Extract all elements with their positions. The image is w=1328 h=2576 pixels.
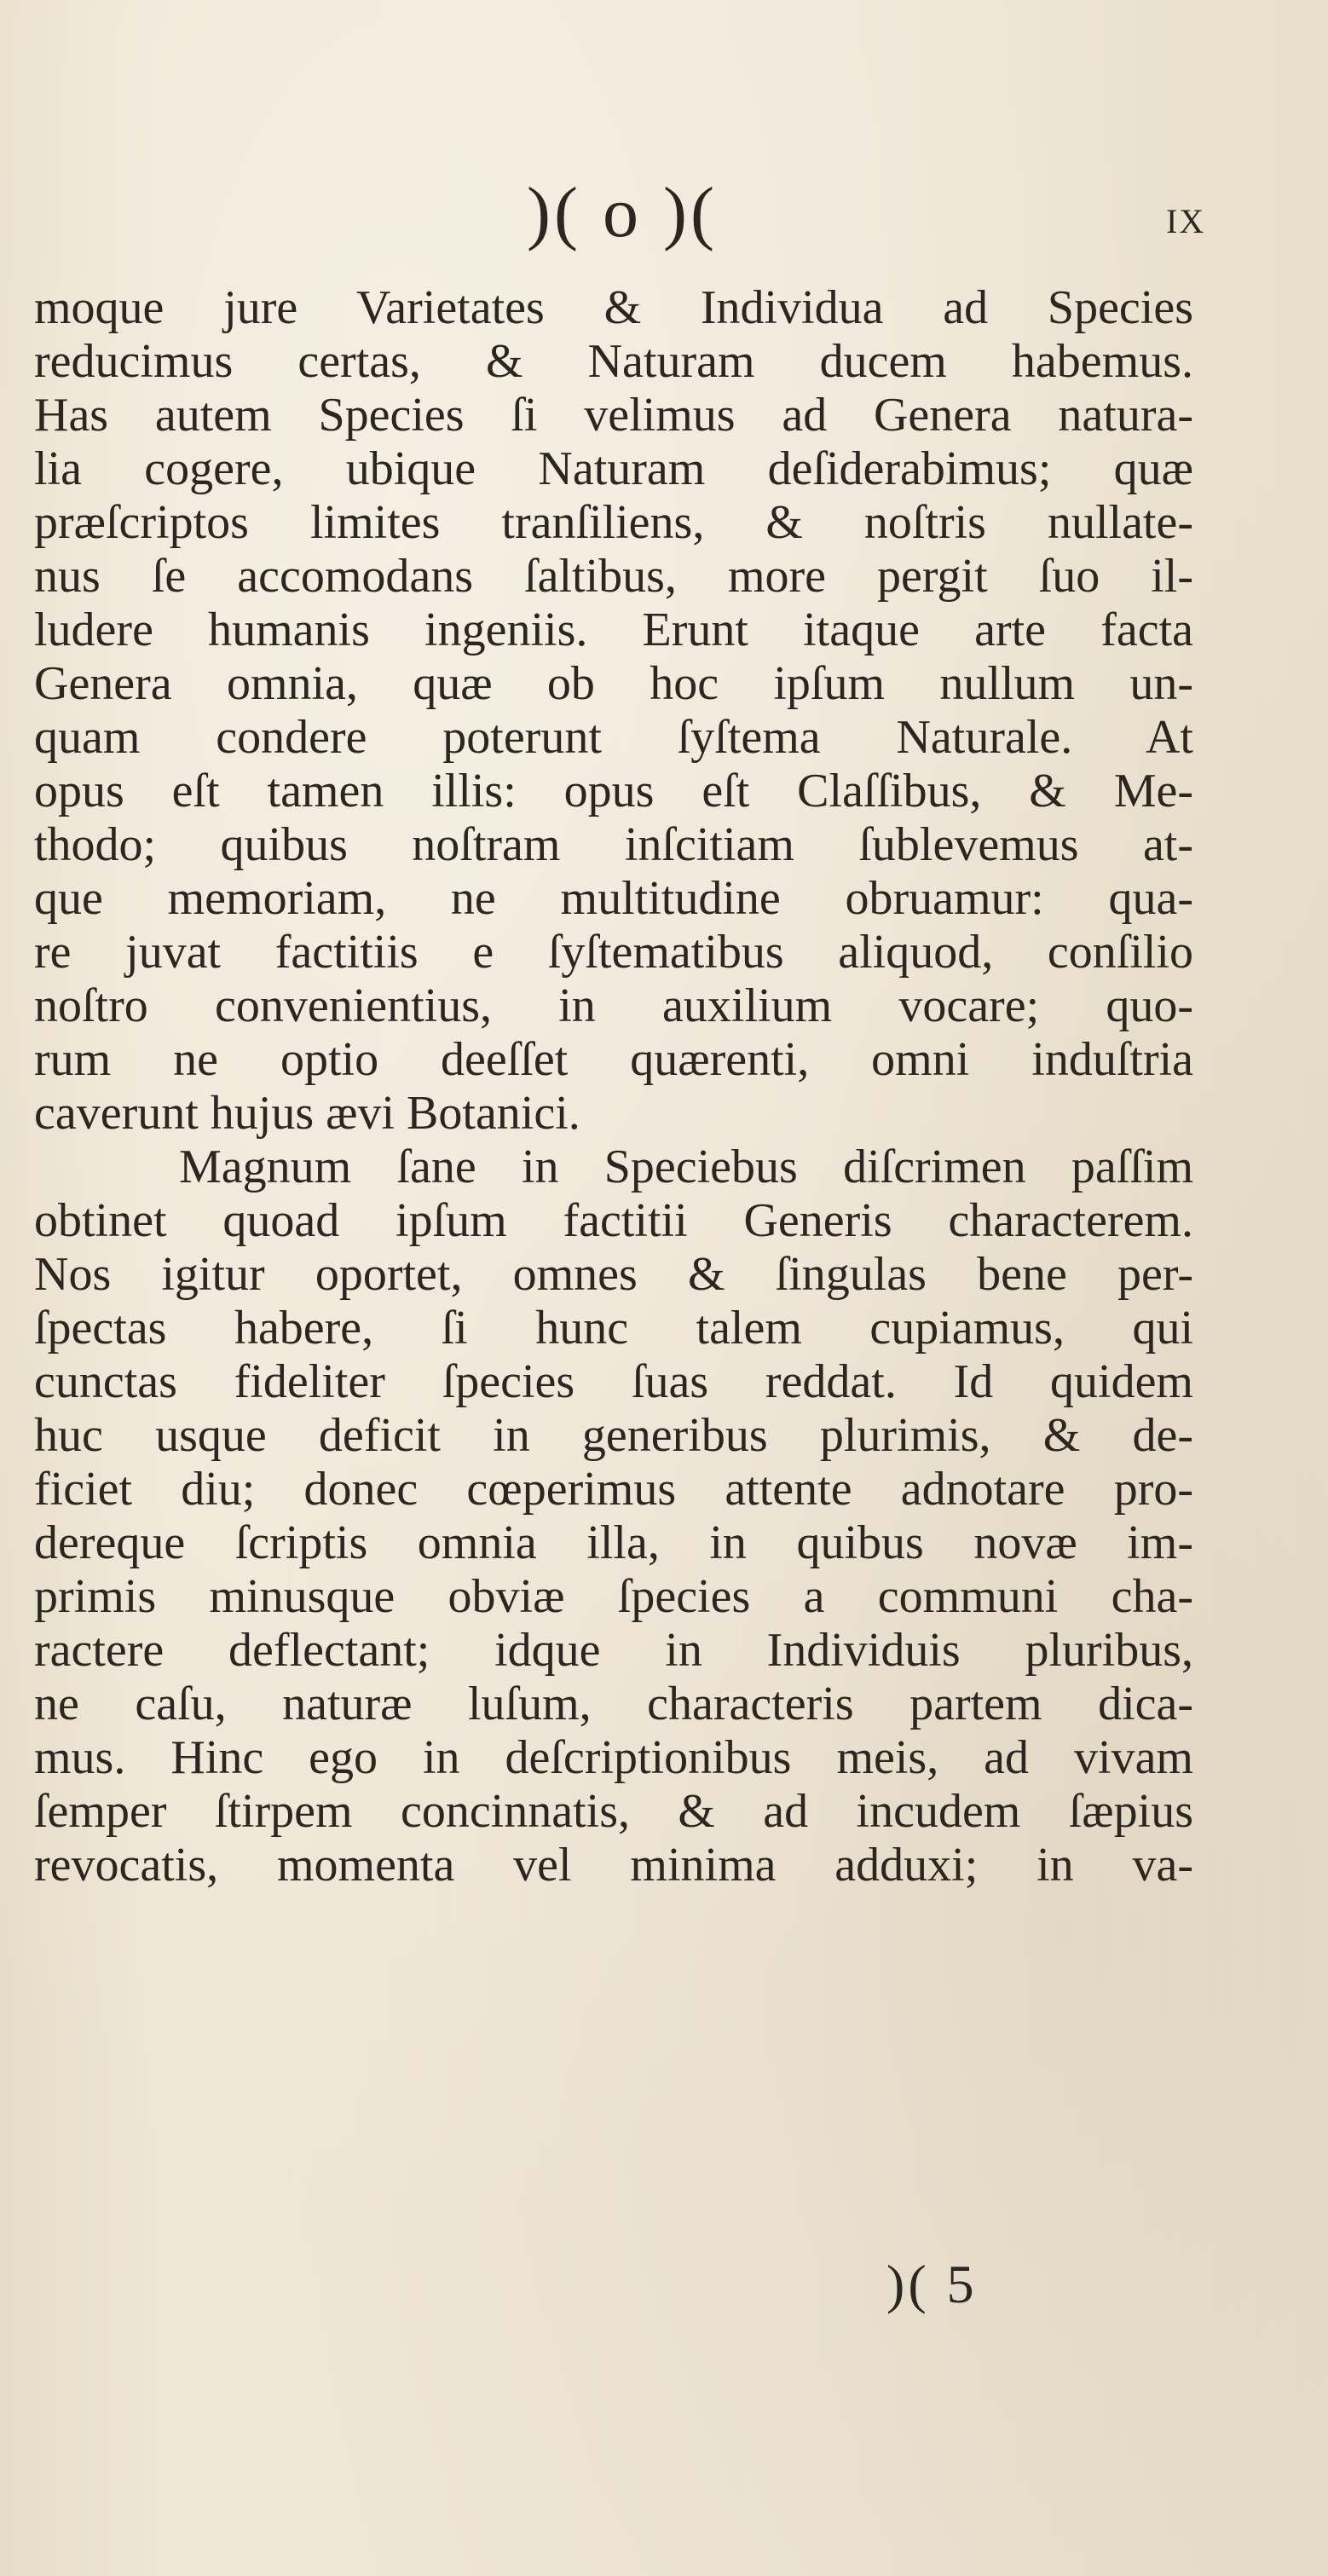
- signature-mark: )( 5: [886, 2254, 978, 2314]
- running-head: [0, 175, 1328, 251]
- body-text: [34, 281, 1193, 1892]
- text-line: reducimus certas, & Naturam ducem habemus.: [34, 335, 1193, 388]
- text-line: lia cogere, ubique Naturam deſiderabimus; quæ: [34, 442, 1193, 495]
- text-line: ficiet diu; donec cœperimus attente adnotare pro-: [34, 1463, 1193, 1516]
- text-line: huc usque deficit in generibus plurimis, & de-: [34, 1409, 1193, 1462]
- text-line: præſcriptos limites tranſiliens, & noſtris nullate-: [34, 496, 1193, 549]
- text-line: re juvat factitiis e ſyſtematibus aliquod, conſilio: [34, 926, 1193, 979]
- text-line: thodo; quibus noſtram inſcitiam ſublevemus at-: [34, 818, 1193, 871]
- page-number: IX: [1166, 202, 1206, 240]
- text-line: noſtro convenientius, in auxilium vocare; quo-: [34, 979, 1193, 1032]
- text-line: que memoriam, ne multitudine obruamur: qua-: [34, 872, 1193, 925]
- text-line: cunctas fideliter ſpecies ſuas reddat. Id quidem: [34, 1355, 1193, 1408]
- text-line: rum ne optio deeſſet quærenti, omni induſtria: [34, 1033, 1193, 1086]
- header-ornament: )( o )(: [527, 173, 718, 252]
- text-line: nus ſe accomodans ſaltibus, more pergit ſuo il-: [34, 550, 1193, 603]
- text-line: dereque ſcriptis omnia illa, in quibus novæ im-: [34, 1516, 1193, 1569]
- text-line: obtinet quoad ipſum factitii Generis characterem.: [34, 1194, 1193, 1247]
- paragraph-end-line: caverunt hujus ævi Botanici.: [34, 1087, 580, 1140]
- text-line: quam condere poterunt ſyſtema Naturale. At: [34, 711, 1193, 764]
- text-line: Nos igitur oportet, omnes & ſingulas bene per-: [34, 1248, 1193, 1301]
- text-line: ne caſu, naturæ luſum, characteris partem dica-: [34, 1678, 1193, 1730]
- text-line: ſpectas habere, ſi hunc talem cupiamus, qui: [34, 1302, 1193, 1354]
- text-line: Has autem Species ſi velimus ad Genera natura-: [34, 389, 1193, 442]
- text-line: opus eſt tamen illis: opus eſt Claſſibus, & Me-: [34, 765, 1193, 817]
- text-line: moque jure Varietates & Individua ad Species: [34, 281, 1193, 334]
- text-line: primis minusque obviæ ſpecies a communi cha-: [34, 1570, 1193, 1623]
- text-line: Genera omnia, quæ ob hoc ipſum nullum un-: [34, 657, 1193, 710]
- text-line: mus. Hinc ego in deſcriptionibus meis, ad vivam: [34, 1731, 1193, 1784]
- text-line: ſemper ſtirpem concinnatis, & ad incudem ſæpius: [34, 1785, 1193, 1838]
- text-line: ludere humanis ingeniis. Erunt itaque arte facta: [34, 604, 1193, 656]
- paragraph-start-line: Magnum ſane in Speciebus diſcrimen paſſim: [179, 1141, 1193, 1193]
- text-line: revocatis, momenta vel minima adduxi; in va-: [34, 1839, 1193, 1892]
- text-line: ractere deflectant; idque in Individuis pluribus,: [34, 1624, 1193, 1677]
